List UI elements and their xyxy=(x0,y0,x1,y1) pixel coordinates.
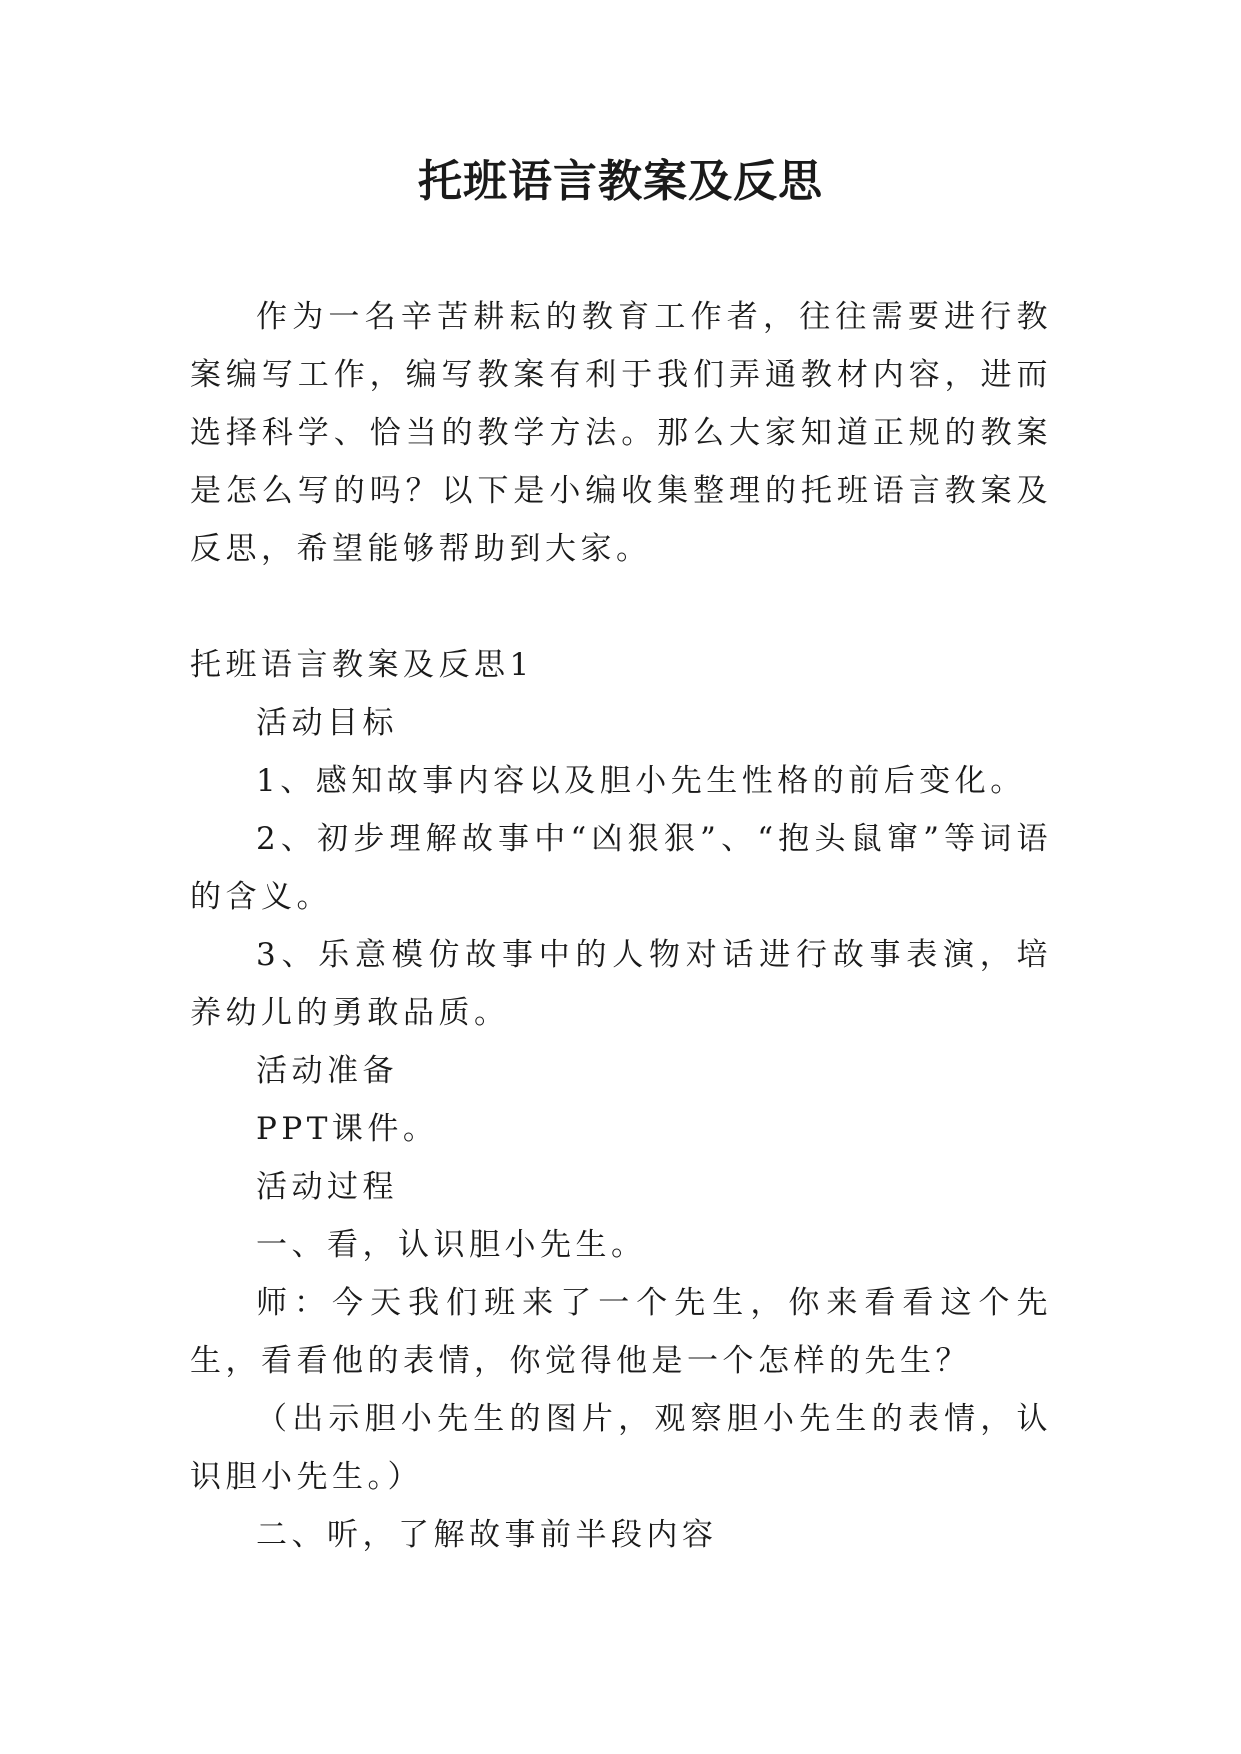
goals-heading: 活动目标 xyxy=(256,705,398,741)
goal-item-3: 3、乐意模仿故事中的人物对话进行故事表演，培养幼儿的勇敢品质。 xyxy=(190,937,1052,1031)
goal-item-1: 1、感知故事内容以及胆小先生性格的前后变化。 xyxy=(256,763,1026,799)
process-step-2: 二、听，了解故事前半段内容 xyxy=(256,1517,718,1553)
document-title: 托班语言教案及反思 xyxy=(418,156,823,207)
intro-paragraph: 作为一名辛苦耕耘的教育工作者，往往需要进行教案编写工作，编写教案有利于我们弄通教材内容，进而选择科学、恰当的教学方法。那么大家知道正规的教案是怎么写的吗？以下是小编收集整理的托班语言教案及反思，希望能够帮助到大家。 xyxy=(190,299,1052,567)
section-heading: 托班语言教案及反思1 xyxy=(190,647,534,683)
teaching-note: （出示胆小先生的图片，观察胆小先生的表情，认识胆小先生。） xyxy=(190,1401,1052,1495)
teacher-dialogue: 师：今天我们班来了一个先生，你来看看这个先生，看看他的表情，你觉得他是一个怎样的先生？ xyxy=(190,1285,1052,1379)
process-heading: 活动过程 xyxy=(256,1169,398,1205)
prep-heading: 活动准备 xyxy=(256,1053,398,1089)
prep-text: PPT课件。 xyxy=(256,1111,439,1147)
process-step-1: 一、看，认识胆小先生。 xyxy=(256,1227,647,1263)
goal-item-2: 2、初步理解故事中“凶狠狠”、“抱头鼠窜”等词语的含义。 xyxy=(190,821,1052,915)
document-body xyxy=(190,288,1052,1564)
